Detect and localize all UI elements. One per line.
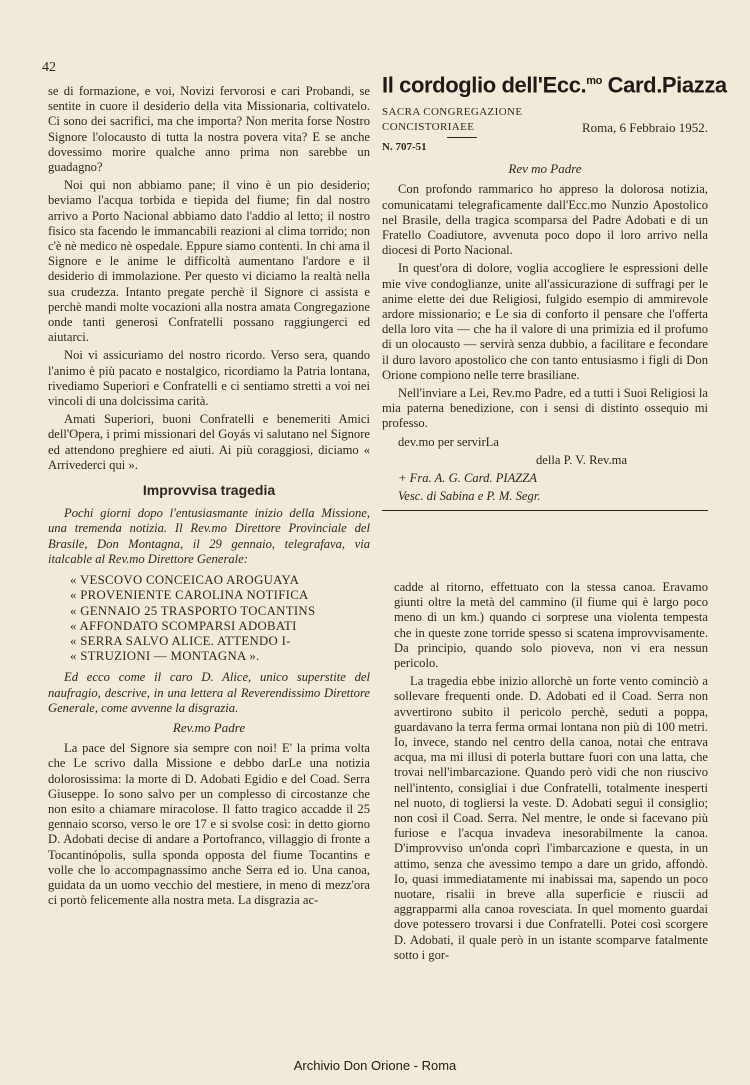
page-number: 42	[42, 60, 56, 75]
paragraph: La tragedia ebbe inizio allorchè un forte vento cominciò a sollevare frequenti onde. D. Adobati ed il Coad. Serra non avvertirono subito il pericolo perchè, seduti a poppa, guardavano la terra ferma ormai lontana non più di 100 metri. Io, invece, stando nel centro della canoa, notai che entrava acqua, ma mi illusi di poterla buttare fuori con una latta, che trovai nell'imbarcazione. Quando però vidi che non riuscivo nell'intento, consigliai i due Confratelli, totalmente inesperti nel nuoto, di togliersi la veste. D. Adobati seguì il consiglio; non così il Coad. Serra. Nel mentre, le onde si facevano più furiose e l'acqua invadeva inesorabilmente la canoa. D'improvviso un'onda coprì l'imbarcazione e questa, in un attimo, senza che avessimo tempo a dare un grido, affondò. Io, quasi immediatamente mi inabissai ma, sapendo un poco nuotare, risalii in breve alla superficie e riuscii ad aggrapparmi alla canoa rovesciata. In quel momento guardai dove potessero trovarsi i due Confratelli. Potei così scorgere D. Adobati, il quale però in un istante scomparve fatalmente sotto i gor-	[394, 674, 708, 962]
paragraph: Nell'inviare a Lei, Rev.mo Padre, ed a tutti i Suoi Religiosi la mia paterna benedizione, con i sensi di distinto ossequio mi professo.	[382, 385, 708, 431]
sender-date-row	[382, 120, 708, 135]
right-column-top	[382, 72, 727, 511]
paragraph: cadde al ritorno, effettuato con la stessa canoa. Eravamo giunti oltre la metà del cammino (il fiume qui è largo poco meno di un km.) quando ci sorprese una violenta tempesta che in queste zone torride spesso si scatena improvvisamente. Da principio, quando solo pioveva, non vi era nessun pericolo.	[394, 580, 708, 671]
divider	[382, 510, 708, 511]
telegram-line: « SERRA SALVO ALICE. ATTENDO I-	[70, 633, 291, 648]
telegram-line: « VESCOVO CONCEICAO AROGUAYA	[70, 573, 300, 588]
paragraph: se di formazione, e voi, Novizi fervorosi e cari Probandi, se sentite in cuore il desiderio della vita Missionaria, coltivatelo. Ci sono dei sacrifici, ma che importa? Non merita forse Nostro Signore l'olocausto di tutta la nostra povera vita? E se anche dovessimo morire qualche anno prima non sarebbe un guadagno?	[48, 84, 370, 175]
telegram-line: « AFFONDATO SCOMPARSI ADOBATI	[70, 618, 297, 633]
paragraph: Amati Superiori, buoni Confratelli e benemeriti Amici dell'Opera, i primi missionari del Goyás vi salutano nel Signore ed attendono preghiere ed aiuti. Ai più coraggiosi, diciamo « Arrivederci qui ».	[48, 412, 370, 472]
left-column	[48, 84, 370, 911]
headline-end: Card.Piazza	[601, 72, 727, 98]
telegram-text	[70, 573, 370, 664]
divider	[447, 137, 477, 138]
letter-salutation: Rev.mo Padre	[172, 719, 246, 735]
telegram-line: « GENNAIO 25 TRASPORTO TOCANTINS	[70, 603, 316, 618]
paragraph: Noi vi assicuriamo del nostro ricordo. Verso sera, quando l'animo è più pacato e nostalgico, ricordiamo la Patria lontana, rivediamo Superiori e Confratelli e ci sentiamo stretti a voi nei vincoli di una dolcissima carità.	[48, 348, 370, 409]
sender-line: CONCISTORIAEE	[382, 120, 475, 133]
signature-line: della P. V. Rev.ma	[536, 452, 628, 467]
protocol-number: N. 707-51	[382, 140, 427, 153]
sender-line: SACRA CONGREGAZIONE	[382, 105, 523, 118]
telegram-line: « PROVENIENTE CAROLINA NOTIFICA	[70, 588, 309, 603]
archive-footer: Archivio Don Orione - Roma	[293, 1058, 457, 1073]
survivor-intro: Ed ecco come il caro D. Alice, unico superstite del naufragio, descrive, in una lettera al Reverendissimo Direttore Generale, come avvenne la disgrazia.	[48, 670, 370, 715]
paragraph: In quest'ora di dolore, voglia accogliere le espressioni delle mie vive condoglianze, unite all'assicurazione di suffragi per le anime elette dei due Religiosi, fulgido esempio di ammirevole ardore missionario; e Le sia di conforto il pensare che l'offerta della loro vita — che ha il valore di una primizia ed il profumo di un olocausto — servirà senza dubbio, a facilitare e fecondare il duro lavoro apostolico che con tanto entusiasmo i figli di Don Orione compiono nelle terre brasiliane.	[382, 261, 708, 382]
article-headline	[382, 72, 727, 98]
right-column-bottom	[394, 580, 708, 966]
signature-title: Vesc. di Sabina e P. M. Segr.	[398, 489, 541, 504]
signature-line: dev.mo per servirLa	[398, 434, 499, 449]
letter-date: Roma, 6 Febbraio 1952.	[581, 119, 708, 135]
letter-salutation: Rev mo Padre	[508, 161, 582, 177]
telegram-line: « STRUZIONI — MONTAGNA ».	[70, 649, 260, 664]
headline-sup: mo	[586, 75, 602, 87]
section-title: Improvvisa tragedia	[142, 482, 276, 499]
signature-name: + Fra. A. G. Card. PIAZZA	[398, 471, 537, 485]
paragraph: Con profondo rammarico ho appreso la dolorosa notizia, comunicatami telegraficamente dall'Ecc.mo Nunzio Apostolico nel Brasile, della tragica scomparsa del Padre Adobati e di un Fratello Coadiutore, avvenuta poco dopo il loro arrivo nella diocesi di Porto Nacional.	[382, 182, 708, 258]
letter-body: La pace del Signore sia sempre con noi! E' la prima volta che Le scrivo dalla Missione e debbo darLe una notizia dolorosissima: la morte di D. Adobati Egidio e del Coad. Serra Giuseppe. Io sono salvo per un complesso di circostanze che non esito a chiamare miracolose. Il fatto tragico accadde il 25 gennaio scorso, verso le ore 17 e si svolse così: in detto giorno D. Adobati decise di andare a Portofranco, villaggio di fronte a Tocantinópolis, sulla sponda opposta del fiume Tocantins e volle che lo accompagnassimo anche Serra ed io. Una canoa, guidata da un uomo vecchio del mestiere, in meno di mezz'ora ci portò felicemente alla nostra meta. La disgrazia ac-	[48, 741, 370, 908]
paragraph: Noi qui non abbiamo pane; il vino è un pio desiderio; beviamo l'acqua torbida e tiepida del fiume; fin dal nostro arrivo a Porto Nacional abbiamo dato l'addio al letto; il nostro fisico sta facendo le immancabili reazioni al clima torrido; non c'è nè medico nè ospedale. Eppure siamo contenti. In chi ama il Signore e le anime le difficoltà aumentano l'ardore e il desiderio di immolazione. Per questo vi diciamo la realtà nella sua crudezza. Intanto pregate perchè il Signore ci assista e perchè mandi molte vocazioni alla nostra amata Congregazione onde tanti generosi Confratelli possano raggiungerci ed aiutarci.	[48, 178, 370, 345]
headline-main: Il cordoglio dell'Ecc.	[382, 72, 587, 98]
intro-paragraph: Pochi giorni dopo l'entusiasmante inizio della Missione, una tremenda notizia. Il Rev.mo Direttore Provinciale del Brasile, Don Montagna, il 29 gennaio, telegrafava, via italcable al Rev.mo Direttore Generale:	[48, 506, 370, 566]
